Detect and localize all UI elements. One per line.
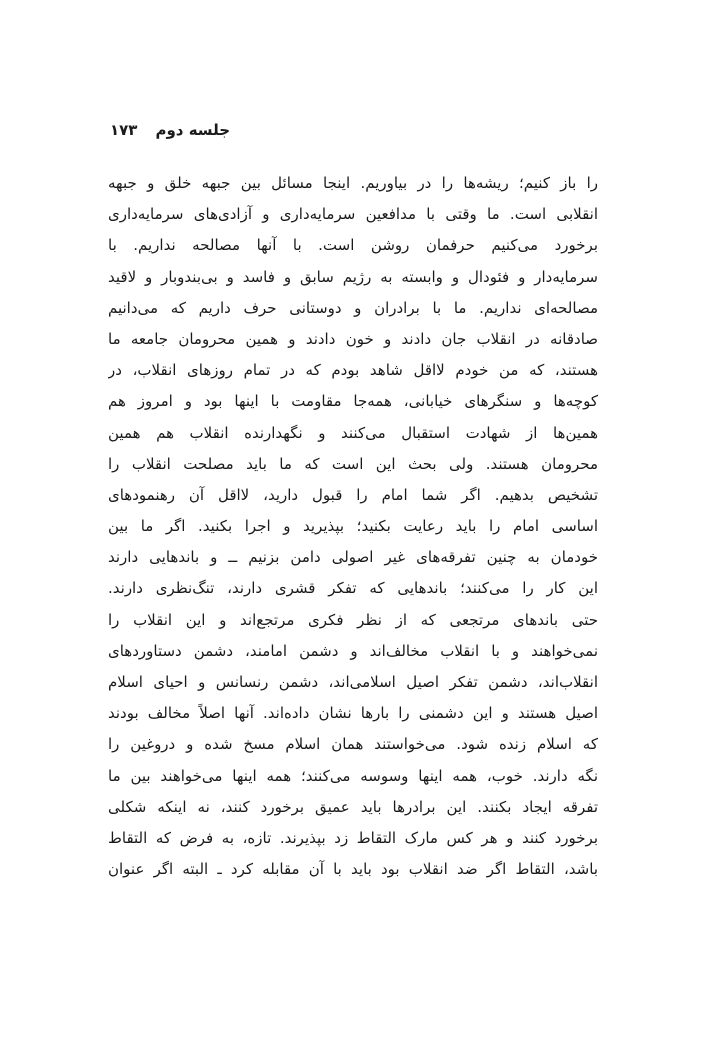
section-title: جلسه دوم bbox=[155, 121, 230, 139]
text-line: کوچه‌ها و سنگرهای خیابانی، همه‌جا مقاومت با اینها بود و امروز هم bbox=[108, 392, 598, 411]
text-line: حتی باندهای مرتجعی که از نظر فکری مرتجع‌اند و این انقلاب را bbox=[108, 610, 598, 629]
text-line: برخورد کنند و هر کس مارک التقاط زد بپذیرند. تازه، به فرض که التقاط bbox=[108, 828, 598, 847]
text-line: را باز کنیم؛ ریشه‌ها را در بیاوریم. اینجا مسائل بین جبهه خلق و جبهه bbox=[108, 174, 598, 192]
text-line: اصیل هستند و این دشمنی را بارها نشان داده‌اند. آنها اصلاً مخالف بودند bbox=[108, 704, 598, 723]
text-line: انقلاب‌اند، دشمن تفکر اصیل اسلامی‌اند، دشمن رنسانس و احیای اسلام bbox=[108, 673, 598, 691]
text-line: تشخیص بدهیم. اگر شما امام را قبول دارید، لااقل آن رهنمودهای bbox=[108, 485, 598, 504]
text-line: مصالحه‌ای نداریم. ما با برادران و دوستانی حرف داریم که می‌دانیم bbox=[108, 298, 598, 317]
text-line: این کار را می‌کنند؛ باندهایی که تفکر قشری دارند، تنگ‌نظری دارند. bbox=[108, 579, 598, 598]
text-line: تفرقه ایجاد بکنند. این برادرها باید عمیق برخورد کنند، نه اینکه شکلی bbox=[108, 797, 598, 816]
text-line: همین‌ها از شهادت استقبال می‌کنند و نگهدارنده انقلاب هم همین bbox=[108, 423, 598, 442]
text-line: نگه دارند. خوب، همه اینها وسوسه می‌کنند؛ همه اینها می‌خواهند بین ما bbox=[108, 766, 598, 785]
running-header bbox=[90, 118, 230, 142]
text-line: سرمایه‌دار و فئودال و وابسته به رژیم سابق و فاسد و بی‌بندوبار و لاقید bbox=[108, 267, 598, 286]
text-line: باشد، التقاط اگر ضد انقلاب بود باید با آن مقابله کرد ـ البته اگر عنوان bbox=[108, 860, 598, 879]
text-line: صادقانه در انقلاب جان دادند و خون دادند و همین محرومان جامعه ما bbox=[108, 329, 598, 348]
body-text bbox=[108, 168, 598, 885]
text-line: که اسلام زنده شود. می‌خواستند همان اسلام مسخ شده و دروغین را bbox=[108, 735, 598, 754]
text-line: اساسی امام را باید رعایت بکنید؛ بپذیرید و اجرا بکنید. اگر ما بین bbox=[108, 517, 598, 536]
text-line: نمی‌خواهند و با انقلاب مخالف‌اند و دشمن امامند، دشمن دستاوردهای bbox=[108, 641, 598, 660]
text-line: محرومان هستند. ولی بحث این است که ما باید مصلحت انقلاب را bbox=[108, 454, 598, 473]
text-line: انقلابی است. ما وقتی با مدافعین سرمایه‌داری و آزادی‌های سرمایه‌داری bbox=[108, 205, 598, 224]
text-line: برخورد می‌کنیم حرفمان روشن است. با آنها مصالحه نداریم. با bbox=[108, 236, 598, 255]
text-line: هستند، که من خودم لااقل شاهد بودم که در تمام روزهای انقلاب، در bbox=[108, 361, 598, 380]
text-line: خودمان به چنین تفرقه‌های غیر اصولی دامن بزنیم ــ و باندهایی دارند bbox=[108, 548, 598, 567]
page-number: ۱۷۳ bbox=[110, 121, 138, 139]
